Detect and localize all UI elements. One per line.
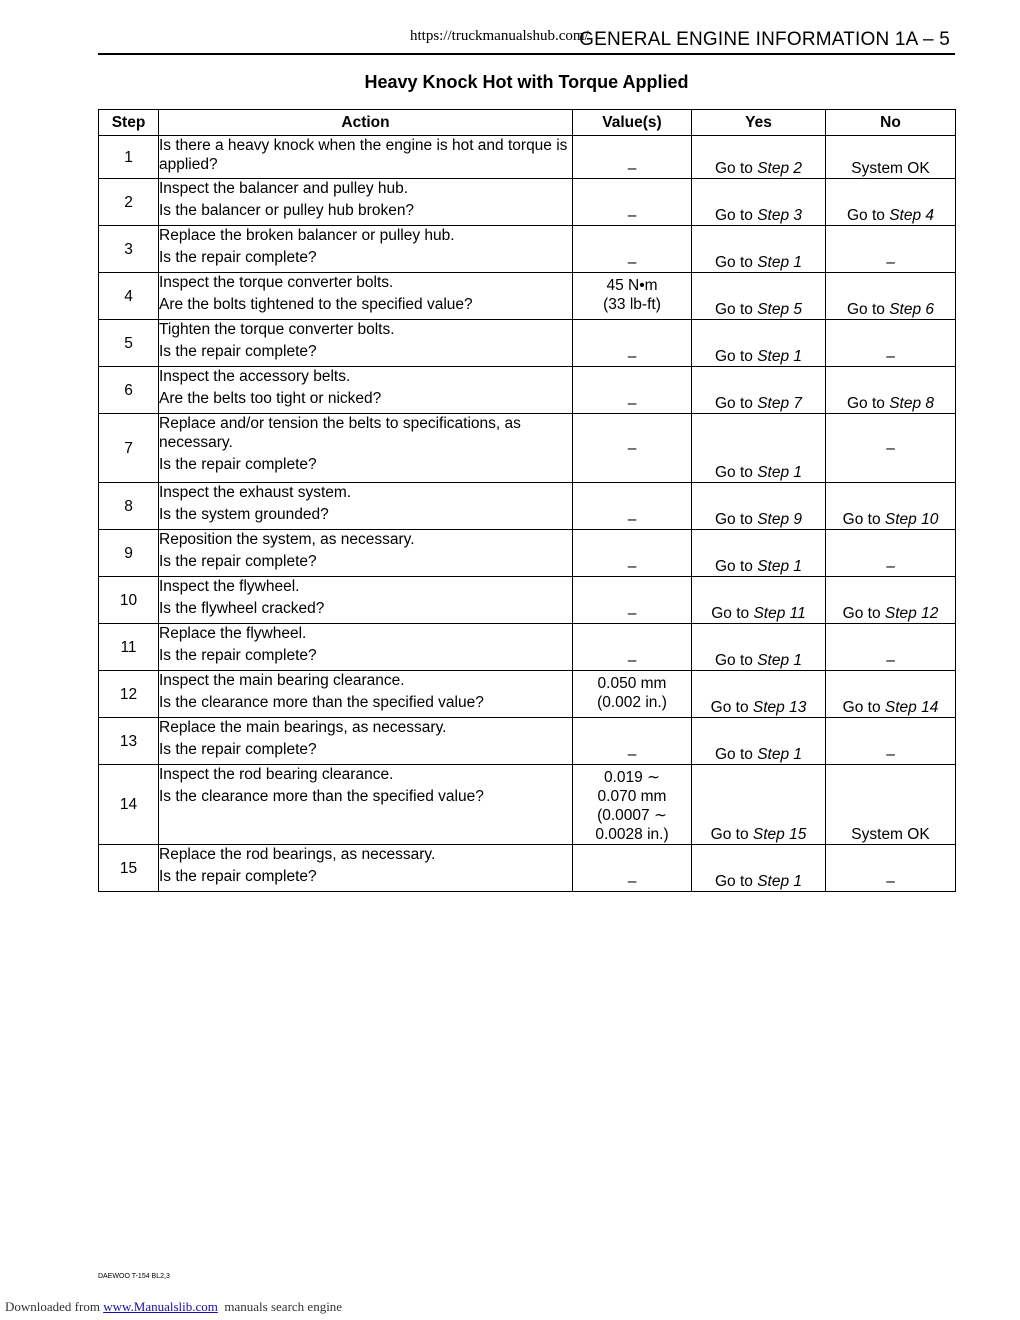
no-prefix: – — [886, 746, 895, 763]
yes-prefix: Go to — [714, 558, 753, 575]
yes-prefix: Go to — [714, 464, 753, 481]
no-step-link[interactable]: Step 4 — [889, 207, 935, 224]
check-question: Is the clearance more than the specified value? — [159, 694, 484, 711]
no-step-link[interactable]: Step 10 — [884, 511, 939, 528]
action-cell — [159, 179, 573, 226]
no-prefix: System OK — [851, 160, 930, 177]
action-text: Inspect the torque converter bolts. — [159, 274, 394, 291]
table-row — [99, 530, 956, 577]
yes-cell — [692, 414, 826, 483]
no-cell — [826, 367, 956, 414]
yes-cell — [692, 671, 826, 718]
download-footer — [5, 1299, 342, 1315]
action-cell — [159, 845, 573, 892]
table-row — [99, 273, 956, 320]
check-question: Is the repair complete? — [159, 343, 317, 360]
no-step-link[interactable]: Step 6 — [889, 301, 935, 318]
step-number: 15 — [99, 845, 159, 892]
step-number: 2 — [99, 179, 159, 226]
check-question: Is the clearance more than the specified value? — [159, 788, 484, 805]
no-cell — [826, 530, 956, 577]
yes-prefix: Go to — [714, 207, 753, 224]
step-number: 8 — [99, 483, 159, 530]
yes-step-link[interactable]: Step 1 — [757, 254, 803, 271]
no-prefix: – — [886, 348, 895, 365]
value-cell — [573, 718, 692, 765]
step-number: 12 — [99, 671, 159, 718]
no-cell — [826, 624, 956, 671]
no-cell — [826, 671, 956, 718]
yes-step-link[interactable]: Step 15 — [752, 826, 807, 843]
value-line: – — [627, 511, 637, 528]
action-cell — [159, 718, 573, 765]
value-cell — [573, 367, 692, 414]
manualslib-link[interactable]: www.Manualslib.com — [103, 1299, 218, 1314]
action-text: Inspect the rod bearing clearance. — [159, 766, 394, 783]
no-cell — [826, 577, 956, 624]
table-row — [99, 718, 956, 765]
no-prefix: Go to — [846, 395, 885, 412]
table-row — [99, 577, 956, 624]
no-prefix: Go to — [846, 301, 885, 318]
table-row — [99, 320, 956, 367]
yes-prefix: Go to — [714, 160, 753, 177]
value-line: – — [627, 254, 637, 271]
section-title: Heavy Knock Hot with Torque Applied — [364, 72, 689, 92]
check-question: Is the repair complete? — [159, 868, 317, 885]
check-question: Is the balancer or pulley hub broken? — [159, 202, 415, 219]
table-row — [99, 483, 956, 530]
action-cell — [159, 624, 573, 671]
no-prefix: Go to — [842, 699, 881, 716]
no-cell — [826, 136, 956, 179]
yes-cell — [692, 577, 826, 624]
check-question: Are the belts too tight or nicked? — [159, 390, 382, 407]
step-number: 7 — [99, 414, 159, 483]
no-cell — [826, 765, 956, 845]
yes-step-link[interactable]: Step 13 — [752, 699, 807, 716]
check-question: Is the repair complete? — [159, 456, 317, 473]
value-line: – — [627, 605, 637, 622]
action-text: Is there a heavy knock when the engine is hot and torque is applied? — [159, 137, 568, 173]
yes-step-link[interactable]: Step 5 — [757, 301, 803, 318]
yes-prefix: Go to — [714, 254, 753, 271]
value-line: – — [627, 873, 637, 890]
check-question: Is the repair complete? — [159, 553, 317, 570]
no-prefix: – — [886, 873, 895, 890]
yes-step-link[interactable]: Step 1 — [757, 464, 803, 481]
yes-cell — [692, 718, 826, 765]
yes-cell — [692, 320, 826, 367]
step-number: 11 — [99, 624, 159, 671]
value-cell — [573, 624, 692, 671]
action-text: Replace the main bearings, as necessary. — [159, 719, 447, 736]
site-tagline: manuals search engine — [224, 1299, 343, 1314]
action-text: Replace the broken balancer or pulley hub. — [159, 227, 455, 244]
check-question: Is the repair complete? — [159, 249, 317, 266]
yes-step-link[interactable]: Step 7 — [757, 395, 803, 412]
value-line: 0.050 mm — [597, 675, 667, 692]
action-cell — [159, 226, 573, 273]
value-cell — [573, 179, 692, 226]
value-cell — [573, 845, 692, 892]
no-cell — [826, 718, 956, 765]
no-prefix: System OK — [851, 826, 930, 843]
value-line: – — [627, 652, 637, 669]
no-prefix: – — [886, 439, 895, 457]
value-line: (0.0007 ∼ — [597, 807, 667, 824]
no-prefix: Go to — [842, 511, 881, 528]
page-header-title: GENERAL ENGINE INFORMATION 1A – 5 — [579, 29, 950, 50]
step-number: 3 — [99, 226, 159, 273]
value-line: – — [627, 395, 637, 412]
table-header-row — [99, 110, 956, 136]
value-line: – — [627, 348, 637, 365]
yes-prefix: Go to — [714, 395, 753, 412]
step-number: 1 — [99, 136, 159, 179]
column-header-no: No — [826, 110, 956, 136]
action-text: Tighten the torque converter bolts. — [159, 321, 395, 338]
value-line: – — [627, 558, 637, 575]
step-number: 9 — [99, 530, 159, 577]
action-text: Replace and/or tension the belts to specifications, as necessary. — [159, 415, 521, 451]
action-cell — [159, 483, 573, 530]
yes-prefix: Go to — [714, 652, 753, 669]
value-cell — [573, 226, 692, 273]
action-text: Inspect the balancer and pulley hub. — [159, 180, 409, 197]
yes-step-link[interactable]: Step 3 — [757, 207, 803, 224]
value-cell — [573, 530, 692, 577]
yes-prefix: Go to — [714, 301, 753, 318]
action-text: Replace the rod bearings, as necessary. — [159, 846, 436, 863]
value-cell — [573, 671, 692, 718]
yes-cell — [692, 367, 826, 414]
yes-prefix: Go to — [711, 605, 750, 622]
action-cell — [159, 320, 573, 367]
action-cell — [159, 273, 573, 320]
yes-step-link[interactable]: Step 1 — [757, 558, 803, 575]
no-step-link[interactable]: Step 8 — [889, 395, 935, 412]
no-step-link[interactable]: Step 14 — [884, 699, 939, 716]
step-number: 14 — [99, 765, 159, 845]
yes-cell — [692, 483, 826, 530]
check-question: Is the system grounded? — [159, 506, 329, 523]
yes-step-link[interactable]: Step 1 — [757, 873, 803, 890]
yes-cell — [692, 624, 826, 671]
yes-step-link[interactable]: Step 1 — [757, 652, 803, 669]
column-header-action: Action — [159, 110, 573, 136]
value-line: 0.070 mm — [597, 788, 667, 805]
yes-prefix: Go to — [714, 746, 753, 763]
yes-prefix: Go to — [714, 348, 753, 365]
action-cell — [159, 671, 573, 718]
value-line: 0.0028 in.) — [595, 826, 669, 843]
yes-step-link[interactable]: Step 1 — [757, 348, 803, 365]
value-cell — [573, 577, 692, 624]
yes-step-link[interactable]: Step 1 — [757, 746, 803, 763]
value-line: – — [627, 439, 637, 457]
value-cell — [573, 765, 692, 845]
action-cell — [159, 367, 573, 414]
action-cell — [159, 414, 573, 483]
yes-step-link[interactable]: Step 11 — [753, 605, 806, 622]
no-cell — [826, 179, 956, 226]
yes-prefix: Go to — [714, 873, 753, 890]
action-cell — [159, 136, 573, 179]
value-line: (0.002 in.) — [597, 694, 667, 711]
header-divider — [98, 53, 955, 55]
table-row — [99, 136, 956, 179]
value-line: – — [627, 207, 637, 224]
action-text: Inspect the accessory belts. — [159, 368, 351, 385]
yes-cell — [692, 136, 826, 179]
no-cell — [826, 845, 956, 892]
table-row — [99, 624, 956, 671]
check-question: Are the bolts tightened to the specified value? — [159, 296, 473, 313]
action-text: Reposition the system, as necessary. — [159, 531, 415, 548]
yes-cell — [692, 226, 826, 273]
column-header-values: Value(s) — [573, 110, 692, 136]
step-number: 5 — [99, 320, 159, 367]
step-number: 6 — [99, 367, 159, 414]
column-header-yes: Yes — [692, 110, 826, 136]
no-prefix: – — [886, 558, 895, 575]
value-cell — [573, 273, 692, 320]
no-cell — [826, 226, 956, 273]
yes-step-link[interactable]: Step 9 — [757, 511, 803, 528]
value-line: (33 lb-ft) — [603, 296, 661, 313]
value-cell — [573, 136, 692, 179]
downloaded-from-text: Downloaded from — [5, 1299, 100, 1314]
no-cell — [826, 414, 956, 483]
table-row — [99, 845, 956, 892]
action-text: Inspect the flywheel. — [159, 578, 300, 595]
value-line: – — [627, 746, 637, 763]
check-question: Is the repair complete? — [159, 741, 317, 758]
value-cell — [573, 483, 692, 530]
column-header-step: Step — [99, 110, 159, 136]
table-row — [99, 765, 956, 845]
table-row — [99, 179, 956, 226]
yes-prefix: Go to — [714, 511, 753, 528]
action-text: Inspect the exhaust system. — [159, 484, 352, 501]
no-cell — [826, 320, 956, 367]
value-cell — [573, 320, 692, 367]
no-prefix: – — [886, 652, 895, 669]
value-cell — [573, 414, 692, 483]
action-cell — [159, 530, 573, 577]
yes-prefix: Go to — [710, 699, 749, 716]
watermark-url: https://truckmanualshub.com/ — [410, 28, 589, 44]
step-number: 13 — [99, 718, 159, 765]
table-row — [99, 414, 956, 483]
yes-prefix: Go to — [710, 826, 749, 843]
action-text: Replace the flywheel. — [159, 625, 307, 642]
value-line: – — [627, 160, 637, 177]
action-text: Inspect the main bearing clearance. — [159, 672, 405, 689]
no-cell — [826, 483, 956, 530]
table-row — [99, 671, 956, 718]
no-prefix: Go to — [842, 605, 881, 622]
value-line: 45 N•m — [606, 277, 658, 294]
table-row — [99, 226, 956, 273]
yes-cell — [692, 845, 826, 892]
yes-cell — [692, 273, 826, 320]
no-step-link[interactable]: Step 12 — [884, 605, 939, 622]
yes-cell — [692, 179, 826, 226]
value-line: 0.019 ∼ — [603, 769, 661, 786]
table-body — [99, 136, 956, 892]
action-cell — [159, 577, 573, 624]
document-code: DAEWOO T-154 BL2,3 — [98, 1273, 170, 1280]
yes-cell — [692, 530, 826, 577]
no-prefix: Go to — [846, 207, 885, 224]
check-question: Is the repair complete? — [159, 647, 317, 664]
table-row — [99, 367, 956, 414]
check-question: Is the flywheel cracked? — [159, 600, 325, 617]
step-number: 10 — [99, 577, 159, 624]
no-cell — [826, 273, 956, 320]
action-cell — [159, 765, 573, 845]
yes-cell — [692, 765, 826, 845]
no-prefix: – — [886, 254, 895, 271]
diagnostic-table — [98, 109, 956, 892]
yes-step-link[interactable]: Step 2 — [757, 160, 803, 177]
step-number: 4 — [99, 273, 159, 320]
